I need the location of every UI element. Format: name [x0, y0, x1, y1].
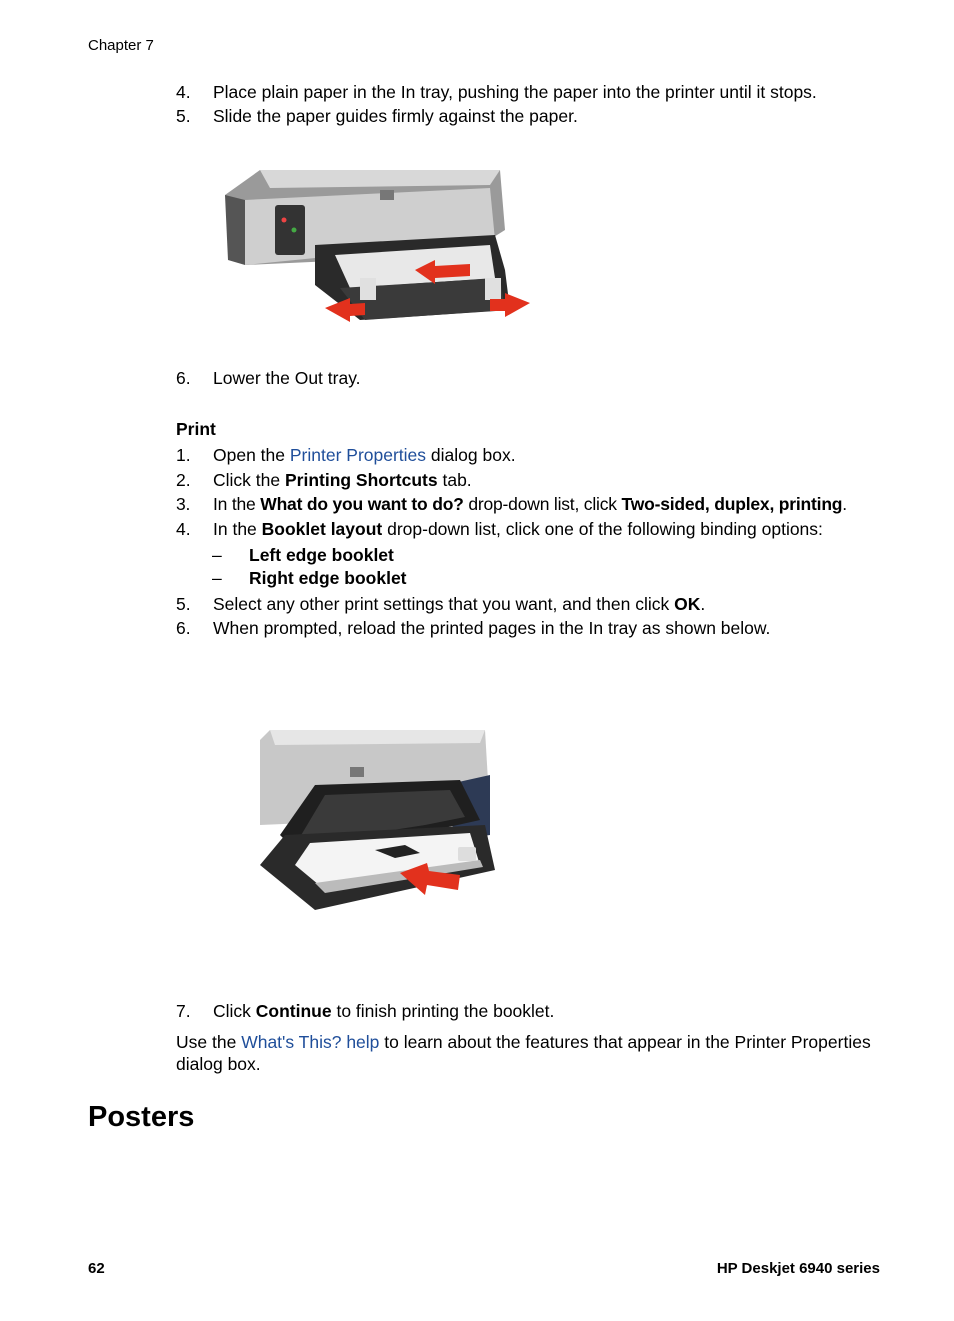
control-panel: [275, 205, 305, 255]
step-text: Slide the paper guides firmly against the paper.: [213, 106, 578, 126]
step-bold-text: OK: [674, 594, 701, 614]
step-4: [176, 82, 817, 103]
step-number: 5.: [176, 106, 191, 126]
step-text: dialog box.: [426, 445, 516, 465]
footer-product-name: HP Deskjet 6940 series: [716, 1260, 880, 1277]
step-number: 1.: [176, 445, 191, 465]
print-step-5: [176, 594, 705, 615]
step-bold-text: Printing Shortcuts: [284, 470, 438, 490]
print-step-4: [176, 519, 823, 540]
step-text: When prompted, reload the printed pages in the In tray as shown below.: [213, 618, 771, 638]
step-6-lower-tray: [176, 368, 361, 389]
hp-logo-icon: [350, 767, 364, 777]
step-number: 4.: [176, 519, 191, 539]
step-number: 3.: [176, 494, 191, 514]
step-text: Select any other print settings that you want, and then click: [213, 594, 675, 614]
option-text: Right edge booklet: [249, 568, 407, 588]
print-step-6: [176, 618, 770, 639]
option-right-edge: [212, 568, 407, 589]
print-step-2: [176, 470, 472, 491]
step-number: 6.: [176, 368, 191, 388]
step-number: 6.: [176, 618, 191, 638]
step-text: drop-down list, click: [463, 494, 622, 514]
option-left-edge: [212, 545, 394, 566]
step-text: Click: [213, 1001, 256, 1021]
list-dash: –: [212, 568, 222, 588]
step-text: .: [842, 494, 847, 514]
para-text: to learn about the features that appear in the Printer Properties dialog box.: [176, 1032, 871, 1074]
print-heading: Print: [176, 419, 216, 439]
step-number: 7.: [176, 1001, 191, 1021]
list-dash: –: [212, 545, 222, 565]
step-text: Place plain paper in the In tray, pushing the paper into the printer until it stops.: [213, 82, 817, 102]
step-number: 4.: [176, 82, 191, 102]
section-title-posters: Posters: [88, 1101, 195, 1133]
printer-properties-link[interactable]: Printer Properties: [289, 445, 427, 465]
print-step-1: [176, 445, 516, 466]
step-number: 5.: [176, 594, 191, 614]
print-step-3: [176, 494, 847, 515]
step-text: In the: [213, 494, 261, 514]
step-bold-text: Booklet layout: [261, 519, 383, 539]
page-number: 62: [88, 1260, 105, 1277]
step-text: to finish printing the booklet.: [331, 1001, 555, 1021]
hp-logo-icon: [380, 190, 394, 200]
step-number: 2.: [176, 470, 191, 490]
help-paragraph: [176, 1031, 886, 1075]
printer-paper-guides-illustration: [220, 160, 540, 330]
para-text: Use the: [176, 1032, 242, 1052]
step-text: tab.: [437, 470, 472, 490]
step-text: Click the: [213, 470, 285, 490]
option-text: Left edge booklet: [249, 545, 394, 565]
step-text: drop-down list, click one of the following binding options:: [382, 519, 823, 539]
step-5: [176, 106, 578, 127]
step-bold-text: Continue: [255, 1001, 332, 1021]
step-text: In the: [213, 519, 262, 539]
chapter-label: Chapter 7: [88, 37, 154, 54]
print-step-7: [176, 1001, 554, 1022]
step-text: Open the: [213, 445, 290, 465]
step-text: Lower the Out tray.: [213, 368, 361, 388]
step-bold-text: What do you want to do?: [260, 494, 464, 514]
step-bold-text: Two-sided, duplex, printing: [621, 494, 843, 514]
printer-reload-pages-illustration: [255, 725, 505, 915]
step-text: .: [700, 594, 706, 614]
whats-this-help-link[interactable]: What's This? help: [241, 1032, 380, 1052]
